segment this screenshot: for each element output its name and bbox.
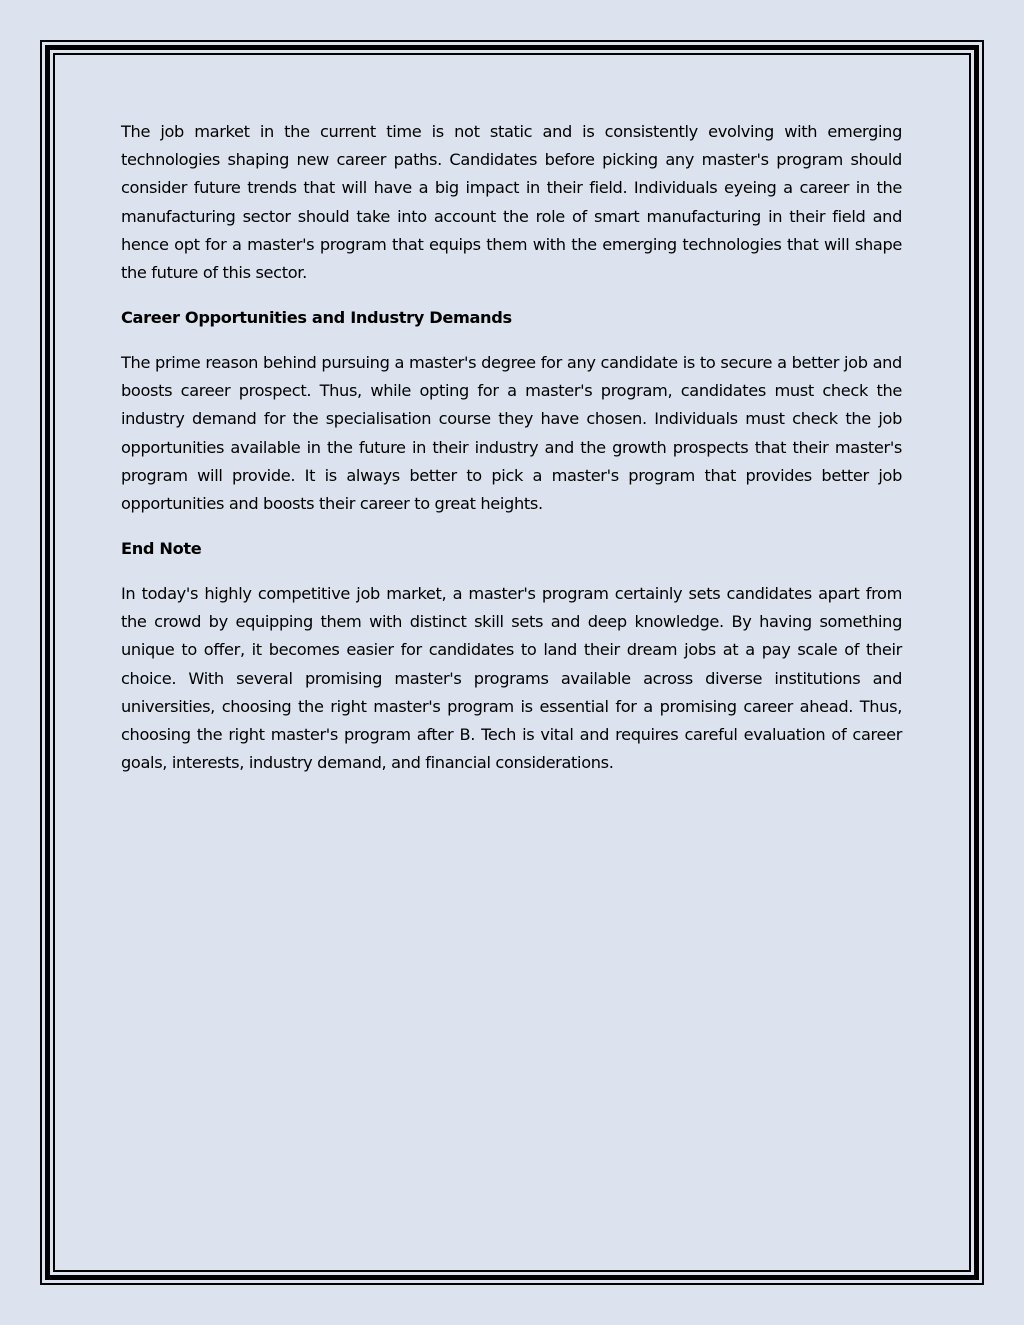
document-body <box>121 118 902 794</box>
career-opportunities-paragraph: The prime reason behind pursuing a master's degree for any candidate is to secure a better job and boosts career prospect. Thus, while opting for a master's program, candidates must check the industry demand for the specialisation course they have chosen. Individuals must check the job opportunities available in the future in their industry and the growth prospects that their master's program will provide. It is always better to pick a master's program that provides better job opportunities and boosts their career to great heights. <box>121 353 902 514</box>
section-heading-end-note: End Note <box>121 539 202 559</box>
end-note-paragraph: In today's highly competitive job market, a master's program certainly sets candidates apart from the crowd by equipping them with distinct skill sets and deep knowledge. By having something unique to offer, it becomes easier for candidates to land their dream jobs at a pay scale of their choice. With several promising master's programs available across diverse institutions and universities, choosing the right master's program is essential for a promising career ahead. Thus, choosing the right master's program after B. Tech is vital and requires careful evaluation of career goals, interests, industry demand, and financial considerations. <box>121 584 902 773</box>
section-heading-career-opportunities: Career Opportunities and Industry Demands <box>121 308 512 328</box>
intro-paragraph: The job market in the current time is not static and is consistently evolving with emerging technologies shaping new career paths. Candidates before picking any master's program should consider future trends that will have a big impact in their field. Individuals eyeing a career in the manufacturing sector should take into account the role of smart manufacturing in their field and hence opt for a master's program that equips them with the emerging technologies that will shape the future of this sector. <box>121 122 902 283</box>
